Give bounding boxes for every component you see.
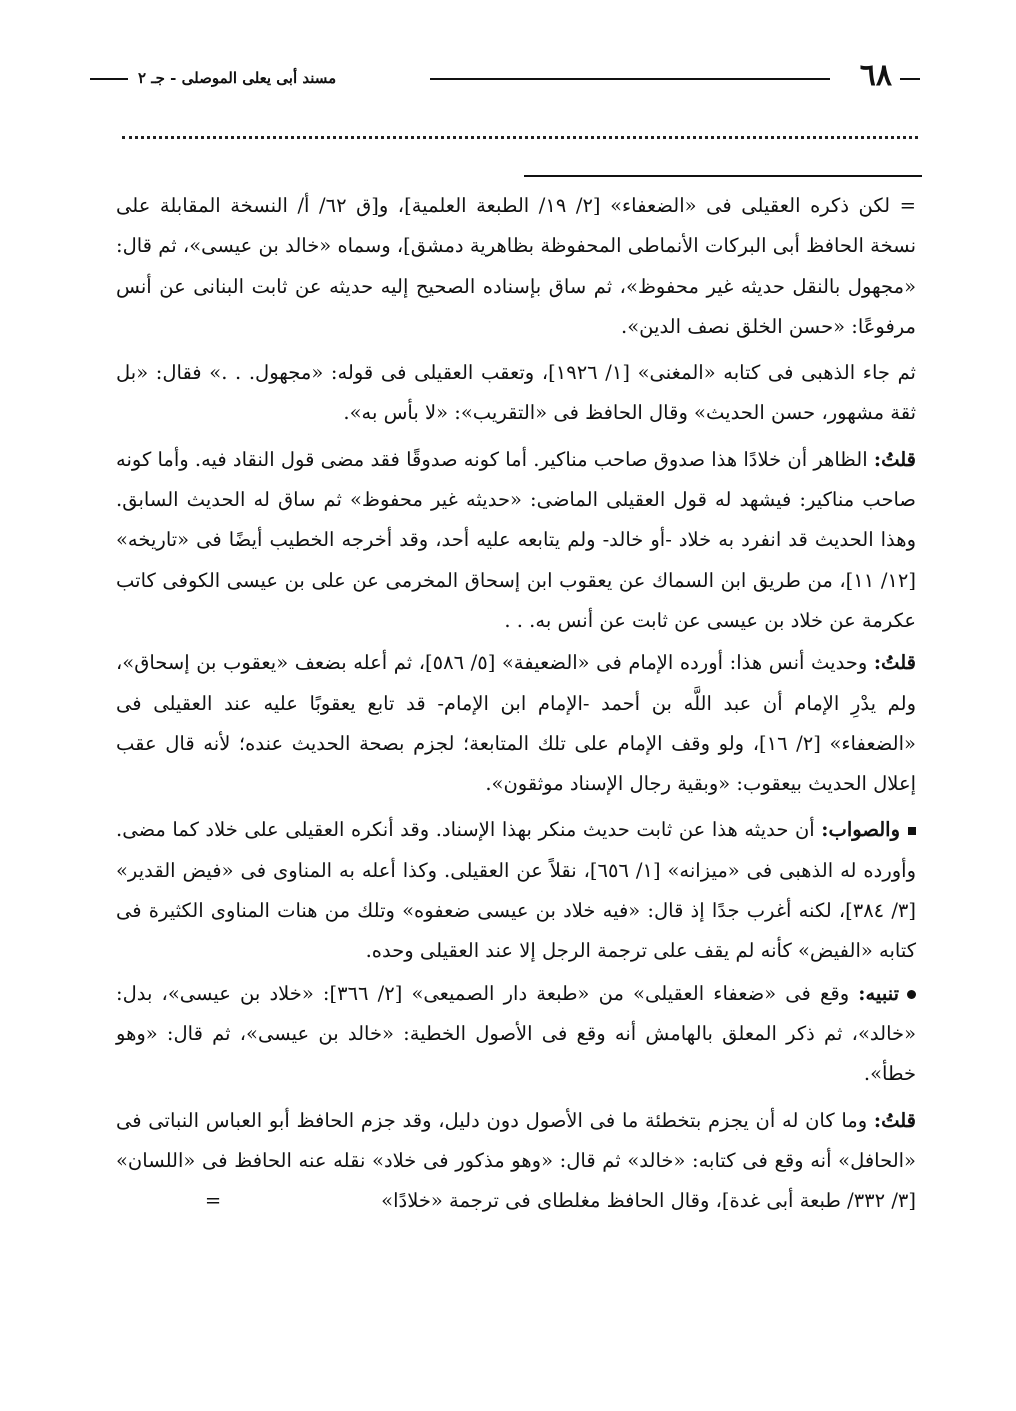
square-bullet-icon <box>908 827 916 835</box>
header-rule <box>430 78 830 80</box>
paragraph-3-lead: قلتُ: <box>873 447 916 471</box>
dotted-separator <box>122 136 918 139</box>
footnote-rule <box>524 175 922 177</box>
header-dash-right <box>900 78 920 80</box>
paragraph-4-lead: قلتُ: <box>873 651 916 675</box>
paragraph-5-lead: والصواب: <box>821 818 900 842</box>
paragraph-2: ثم جاء الذهبى فى كتابه «المغنى» [١/ ١٩٢٦]، وتعقب العقيلى فى قوله: «مجهول. . .» فقال: «بل ثقة مشهور، حسن الحديث» وقال الحافظ فى «التقريب»: «لا بأس به». <box>116 361 916 425</box>
paragraph-6: تنبيه: وقع فى «ضعفاء العقيلى» من «طبعة دار الصميعى» [٢/ ٣٦٦]: «خلاد بن عيسى»، بدل: «خالد»، ثم ذكر المعلق بالهامش أنه وقع فى الأصول الخطية: «خالد بن عيسى»، ثم قال: «وهو خطأ». <box>116 981 916 1086</box>
header-dash-left <box>90 78 128 80</box>
running-header <box>90 58 920 94</box>
page-number: ٦٨ <box>859 58 892 93</box>
book-title: مسند أبى يعلى الموصلى - جـ ٢ <box>138 69 337 87</box>
paragraph-7-lead: قلتُ: <box>873 1108 916 1132</box>
paragraph-5: والصواب: أن حديثه هذا عن ثابت حديث منكر بهذا الإسناد. وقد أنكره العقيلى على خلاد كما مضى. وأورده له الذهبى فى «ميزانه» [١/ ٦٥٦]، نقلاً عن العقيلى. وكذا أعله به المناوى فى «فيض القدير» [٣/ ٣٨٤]، لكنه أغرب جدًا إذ قال: «فيه خلاد بن عيسى ضعفوه» وتلك من هنات المناوى الكثيرة فى كتابه «الفيض» كأنه لم يقف على ترجمة الرجل إلا عند العقيلى وحده. <box>116 818 916 963</box>
paragraph-3: قلتُ: الظاهر أن خلادًا هذا صدوق صاحب مناكير. أما كونه صدوقًا فقد مضى قول النقاد فيه. وأما كونه صاحب مناكير: فيشهد له قول العقيلى الماضى: «حديثه غير محفوظ» ثم ساق له الحديث السابق. وهذا الحديث قد انفرد به خلاد -أو خالد- ولم يتابعه عليه أحد، وقد أخرجه الخطيب أيضًا فى «تاريخه» [١٢/ ١١]، من طريق ابن السماك عن يعقوب ابن إسحاق المخرمى عن على بن عيسى الكوفى كاتب عكرمة عن خلاد بن عيسى عن ثابت عن أنس به. . . <box>116 447 916 632</box>
continuation-mark: = <box>204 1189 222 1213</box>
paragraph-6-lead: تنبيه: <box>858 981 900 1005</box>
round-bullet-icon <box>907 990 916 999</box>
paragraph-4: قلتُ: وحديث أنس هذا: أورده الإمام فى «الضعيفة» [٥/ ٥٨٦]، ثم أعله بضعف «يعقوب بن إسحاق»، ولم يدْرِ الإمام أن عبد اللَّه بن أحمد -الإمام ابن الإمام- قد تابع يعقوبًا عليه عند العقيلى فى «الضعفاء» [٢/ ١٦]، ولو وقف الإمام على تلك المتابعة؛ لجزم بصحة الحديث عنده؛ لأنه قال عقب إعلال الحديث بيعقوب: «وبقية رجال الإسناد موثقون». <box>116 651 916 796</box>
footnote-body <box>116 186 916 1227</box>
paragraph-7: قلتُ: وما كان له أن يجزم بتخطئة ما فى الأصول دون دليل، وقد جزم الحافظ أبو العباس النباتى فى «الحافل» أنه وقع فى كتابه: «خالد» ثم قال: «وهو مذكور فى خلاد» نقله عنه الحافظ فى «اللسان» [٣/ ٣٣٢/ طبعة أبى غدة]، وقال الحافظ مغلطاى فى ترجمة «خلادًا»= <box>116 1101 916 1222</box>
paragraph-1: = لكن ذكره العقيلى فى «الضعفاء» [٢/ ١٩/ الطبعة العلمية]، و[ق ٦٢/ أ/ النسخة المقابلة على نسخة الحافظ أبى البركات الأنماطى المحفوظة بظاهرية دمشق]، وسماه «خالد بن عيسى»، ثم قال: «مجهول بالنقل حديثه غير محفوظ»، ثم ساق بإسناده الصحيح إليه حديثه عن ثابت البنانى عن أنس مرفوعًا: «حسن الخلق نصف الدين». <box>116 194 917 338</box>
